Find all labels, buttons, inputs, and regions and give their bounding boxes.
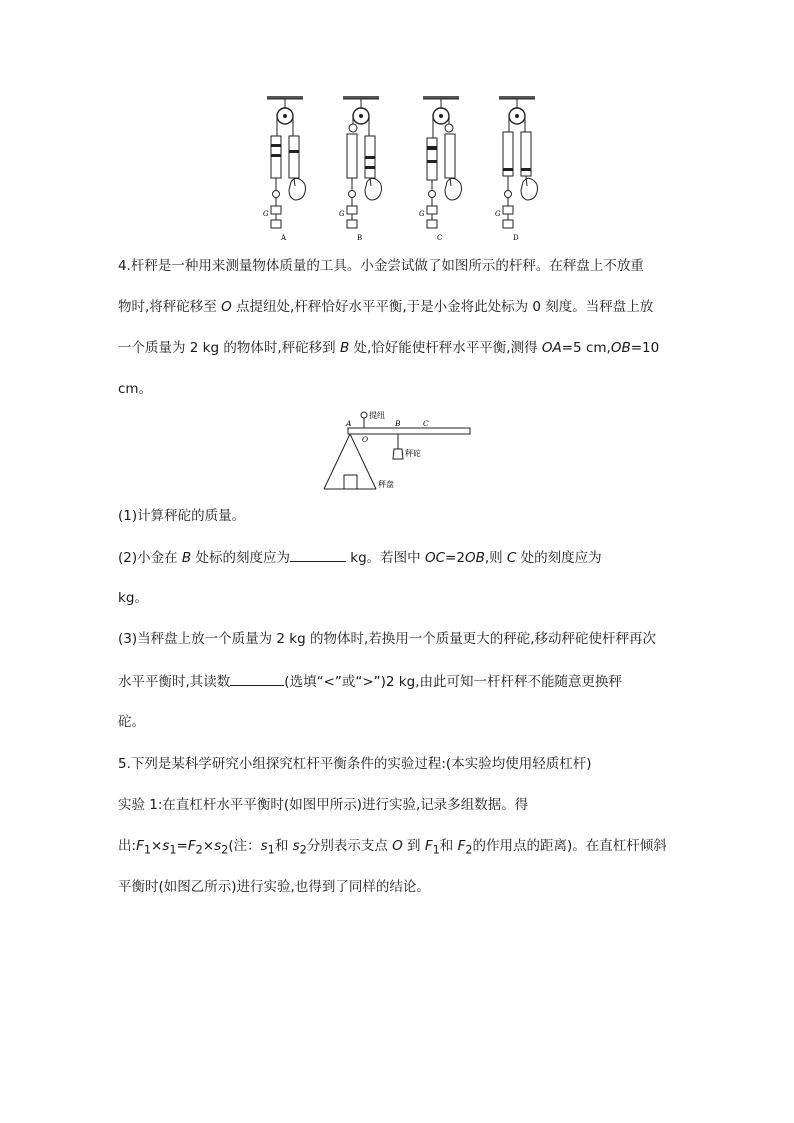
q4-sub3-line3: 砣。 — [118, 714, 145, 730]
pulley-setup-c — [419, 96, 462, 242]
q4-sub3-line2: 水平平衡时,其读数 (选填“<”或“>”)2 kg,由此可知一杆杆秤不能随意更换秤 — [118, 671, 622, 692]
figure-label-b: B — [357, 234, 363, 242]
q5-line-1: 5.下列是某科学研究小组探究杠杆平衡条件的实验过程:(本实验均使用轻质杠杆) — [118, 756, 592, 772]
q5-line-2: 实验 1:在直杠杆水平平衡时(如图甲所示)进行实验,记录多组数据。得 — [118, 797, 529, 813]
q4-sub1: (1)计算秤砣的质量。 — [118, 508, 246, 524]
pulley-setup-b — [339, 96, 382, 242]
q4-line-1: 4.杆秤是一种用来测量物体质量的工具。小金尝试做了如图所示的杆秤。在秤盘上不放重 — [118, 258, 644, 274]
label-b: B — [395, 419, 401, 428]
q4-line-3: 一个质量为 2 kg 的物体时,秤砣移到 B 处,恰好能使杆秤水平平衡,测得 OA=5 cm,OB=10 — [118, 340, 660, 356]
figure-label-a: A — [281, 234, 287, 242]
weight-label-d: G — [495, 210, 501, 218]
q4-line-4: cm。 — [118, 381, 153, 397]
q4-line-2: 物时,将秤砣移至 O 点提纽处,杆秤恰好水平平衡,于是小金将此处标为 0 刻度。当秤盘上放 — [118, 299, 654, 315]
steelyard-figure — [322, 407, 474, 495]
label-tizhu: 提纽 — [369, 411, 385, 420]
figure-label-c: C — [437, 234, 443, 242]
weight-label-b: G — [339, 210, 345, 218]
figure-label-d: D — [513, 234, 519, 242]
pulley-setup-d — [495, 96, 538, 242]
label-o: O — [362, 435, 369, 444]
q4-sub3-line1: (3)当秤盘上放一个质量为 2 kg 的物体时,若换用一个质量更大的秤砣,移动秤砣使杆秤再次 — [118, 631, 657, 647]
q4-sub2-line2: kg。 — [118, 590, 148, 606]
label-chengtuo: 秤砣 — [405, 449, 421, 458]
answer-blank-compare[interactable] — [230, 671, 284, 686]
weight-label-c: G — [419, 210, 425, 218]
weight-label-a: G — [263, 210, 269, 218]
pulley-setup-a — [263, 96, 306, 242]
label-a: A — [346, 419, 352, 428]
q5-line-4: 平衡时(如图乙所示)进行实验,也得到了同样的结论。 — [118, 879, 430, 895]
q4-sub2-line1: (2)小金在 B 处标的刻度应为 kg。若图中 OC=2OB,则 C 处的刻度应为 — [118, 547, 602, 568]
label-c: C — [423, 419, 429, 428]
pulley-figure — [255, 94, 545, 244]
answer-blank-b[interactable] — [290, 547, 346, 562]
q5-line-3: 出$:F_1\times s_1=F_2\times s_2$(注：$s_1$和 $s_2$分别表示支点 O 到 $F_1$和 $F_2$的作用点的距离)。在直杠杆倾斜 — [118, 838, 667, 857]
label-chengpan: 秤盘 — [378, 480, 394, 489]
